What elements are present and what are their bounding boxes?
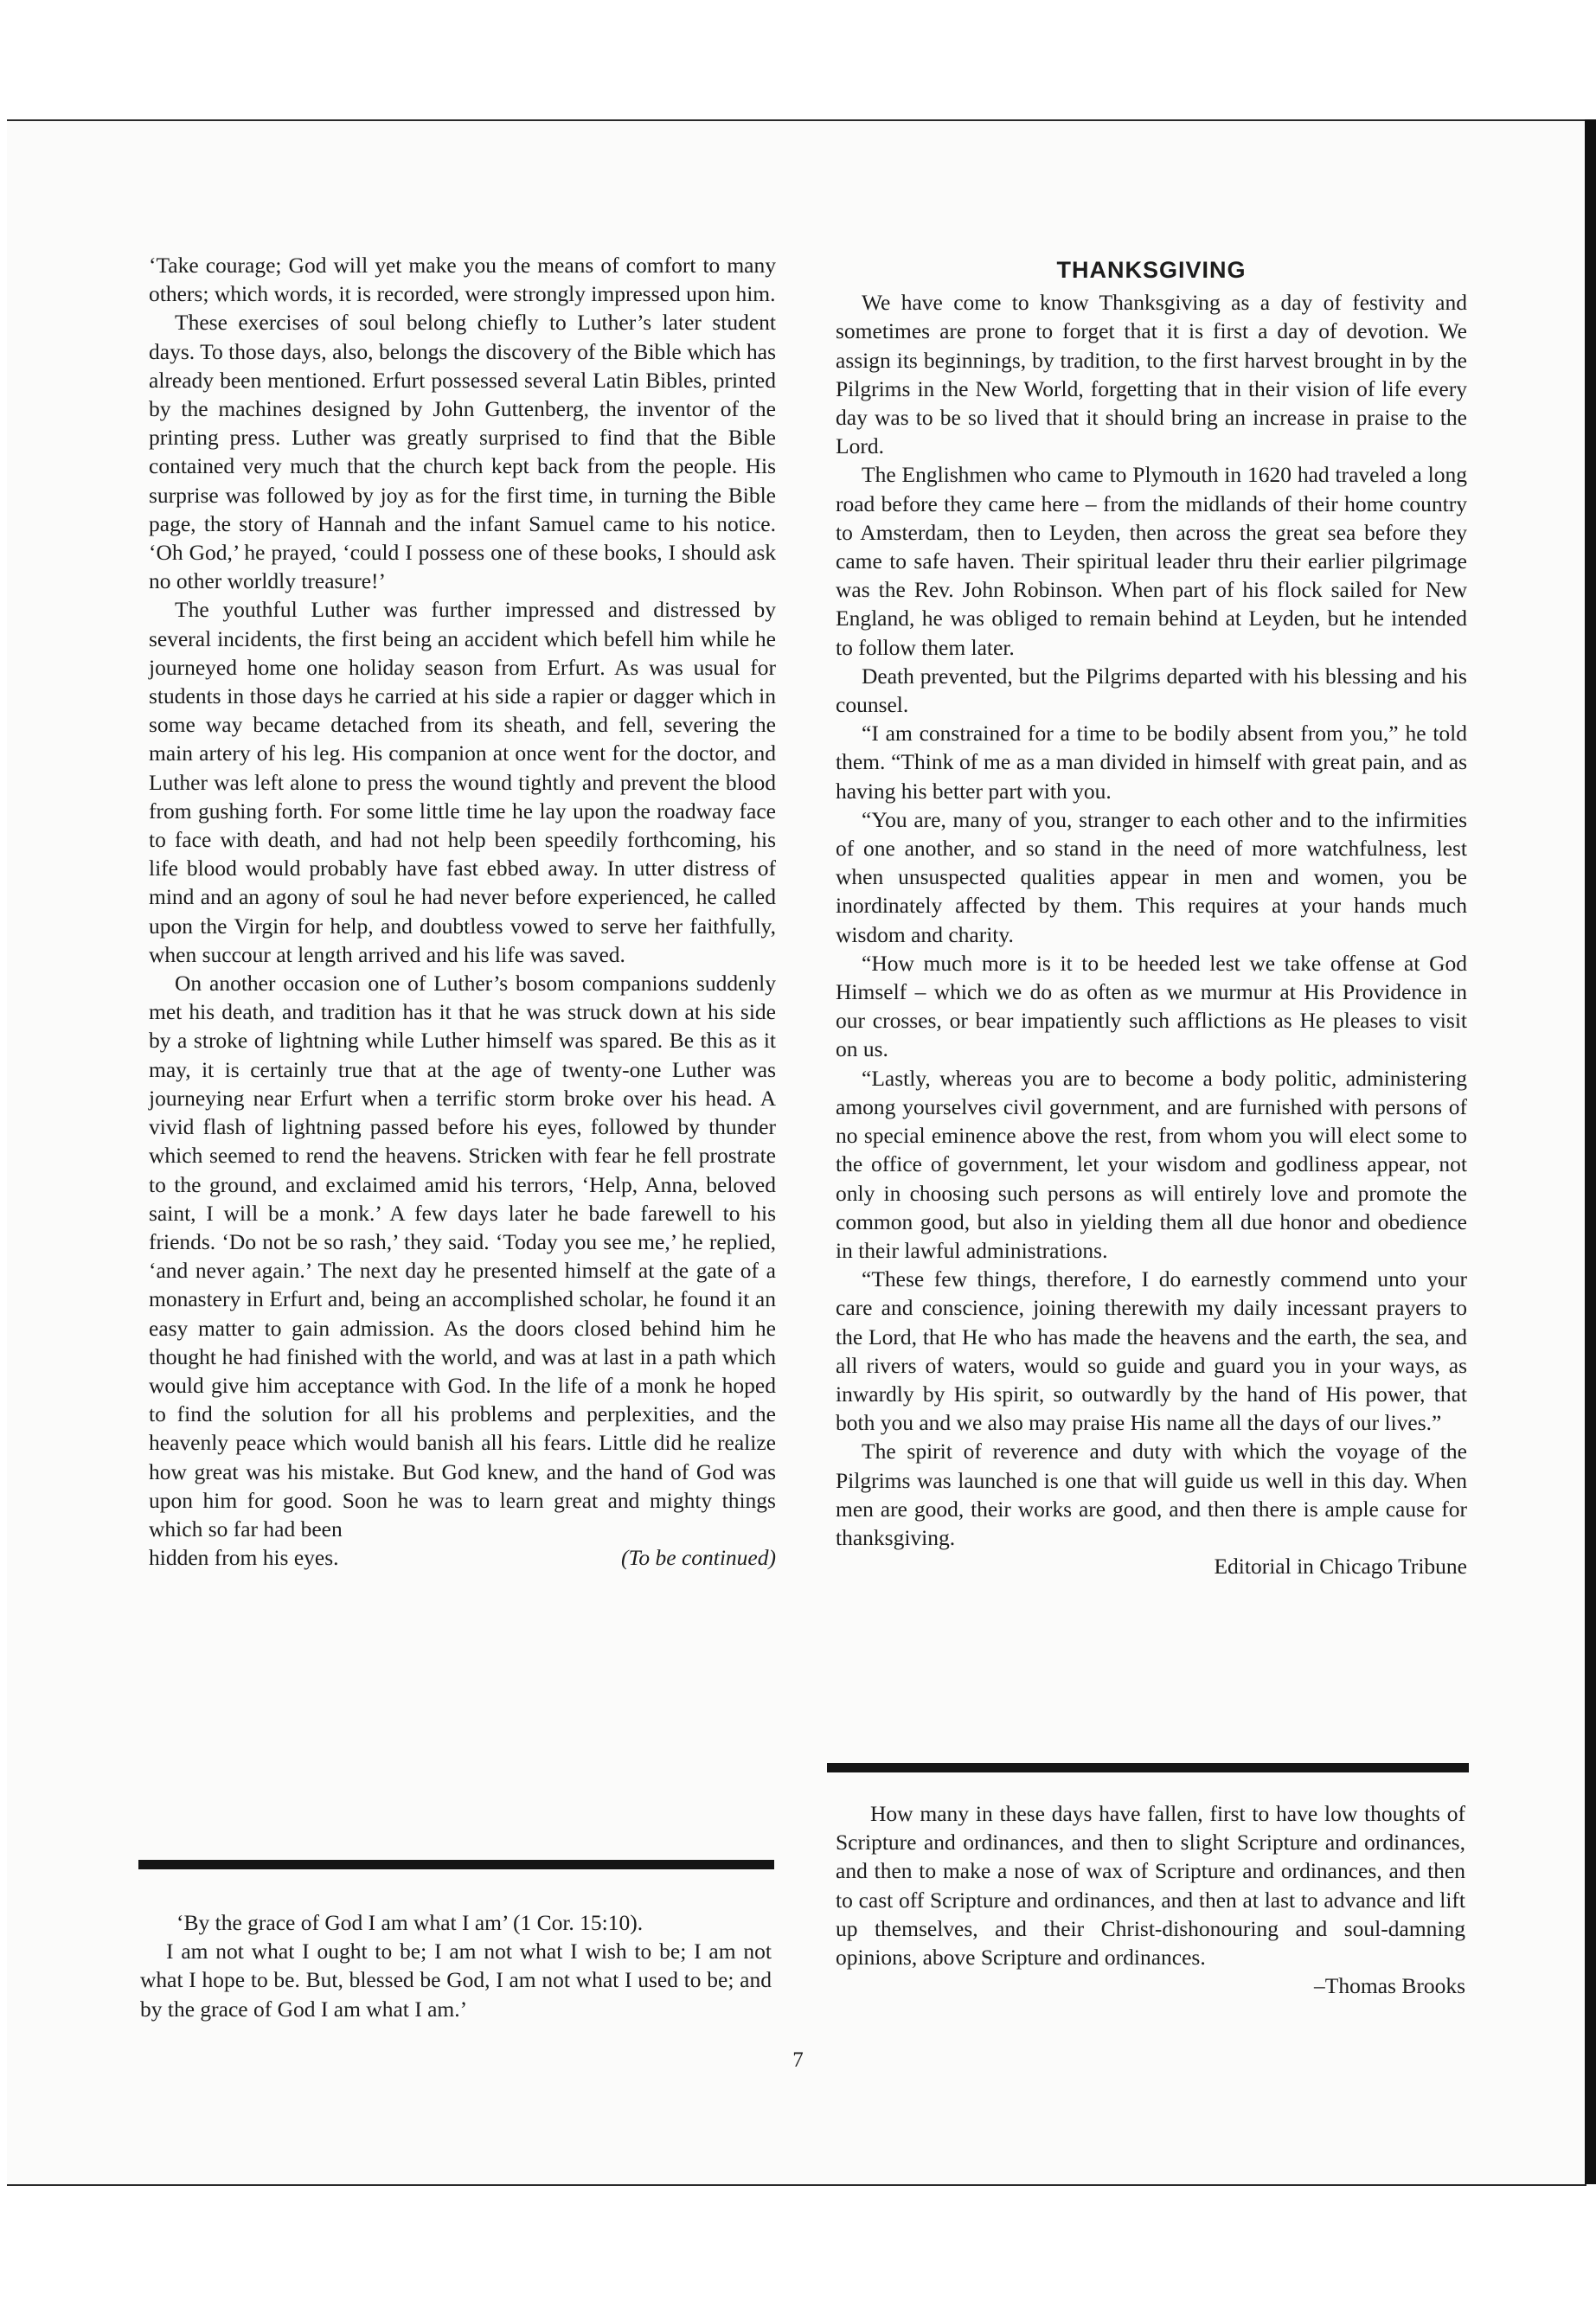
brooks-author: –Thomas Brooks [1314,1973,1465,1999]
article-paragraph: The Englishmen who came to Plymouth in 1620 had traveled a long road before they came here – from the midlands of their home country to Amsterdam, then to Leyden, then across the great sea before they came to safe haven. Their spiritual leader thru their earlier pilgrimage was the Rev. John Robinson. When part of his flock sailed for New England, he was obliged to remain behind at Leyden, but he intended to follow them later. [836,462,1467,660]
grace-verse: ‘By the grace of God I am what I am’ (1 Cor. 15:10). [176,1910,644,1935]
article-paragraph: “I am constrained for a time to be bodily absent from you,” he told them. “Think of me as a man divided in himself with great pain, and as having his better part with you. [836,721,1467,804]
article-paragraph: “These few things, therefore, I do earnestly commend unto your care and conscience, joining therewith my daily incessant prayers to the Lord, that He who has made the heavens and the earth, the sea, and all rivers of waters, would so guide and guard you in your ways, as inwardly by His spirit, so outwardly by the hand of His power, that both you and we also may praise His name all the days of our lives.” [836,1266,1467,1436]
article-last-line [149,1543,776,1572]
thanksgiving-article [836,251,1467,1580]
article-paragraph: The youthful Luther was further impressed and distressed by several incidents, the first being an accident which befell him while he journeyed home one holiday season from Erfurt. As was usual for students in those days he carried at his side a rapier or dagger which in some way became detached from its sheath, and fell, severing the main artery of his leg. His companion at once went for the doctor, and Luther was left alone to press the wound tightly and prevent the blood from gushing forth. For some little time he lay upon the roadway face to face with death, and had not help been speedily forthcoming, his life blood would probably have fast ebbed away. In utter distress of mind and an agony of soul he had never before experienced, he called upon the Virgin for help, and doubtless vowed to serve her faithfully, when succour at length arrived and his life was saved. [149,597,776,967]
article-paragraph: “You are, many of you, stranger to each other and to the infirmities of one another, and so stand in the need of more watchfulness, lest when unsuspected qualities appear in men and women, you be inordinately affected by them. This requires at your hands much wisdom and charity. [836,806,1467,947]
brooks-quote [836,1799,1465,2000]
continued-note: (To be continued) [621,1545,776,1571]
article-paragraph: “How much more is it to be heeded lest we take offense at God Himself – which we do as often as we murmur at His Providence in our crosses, or bear impatiently such afflictions as He pleases to visit on us. [836,950,1467,1062]
grace-quote [140,1908,772,2023]
scan-edge [1585,119,1596,2184]
article-paragraph: We have come to know Thanksgiving as a day of festivity and sometimes are prone to forget that it is first a day of devotion. We assign its beginnings, by tradition, to the first harvest brought in by the Pilgrims in the New World, forgetting that in their vision of life every day was to be so lived that it should bring an increase in praise to the Lord. [836,290,1467,459]
brooks-text: How many in these days have fallen, first to have low thoughts of Scripture and ordinances, and then to slight Scripture and ordinances, and then to make a nose of wax of Scripture and ordinances, and then to cast off Scripture and ordinances, and then at last to advance and lift up themselves, and their Christ-dishonouring and soul-damning opinions, above Scripture and ordinances. [836,1801,1465,1971]
article-paragraph: On another occasion one of Luther’s bosom companions suddenly met his death, and tradition has it that he was struck down at his side by a stroke of lightning while Luther himself was spared. Be this as it may, it is certainly true that at the age of twenty-one Luther was journeying near Erfurt when a terrific storm broke over his head. A vivid flash of lightning passed before his eyes, followed by thunder which seemed to rend the heavens. Stricken with fear he fell prostrate to the ground, and exclaimed amid his terrors, ‘Help, Anna, beloved saint, I will be a monk.’ A few days later he bade farewell to his friends. ‘Do not be so rash,’ they said. ‘Today you see me,’ he replied, ‘and never again.’ The next day he presented himself at the gate of a monastery in Erfurt and, being an accomplished scholar, he found it an easy matter to gain admission. As the doors closed behind him he thought he had finished with the world, and was at last in a path which would give him acceptance with God. In the life of a monk he hoped to find the solution for all his problems and perplexities, and the heavenly peace which would banish all his fears. Little did he realize how great was his mistake. But God knew, and the hand of God was upon him for good. Soon he was to learn great and mighty things which so far had been [149,971,776,1541]
article-title: THANKSGIVING [1056,257,1247,283]
article-paragraph: These exercises of soul belong chiefly to Luther’s later student days. To those days, also, belongs the discovery of the Bible which has already been mentioned. Erfurt possessed several Latin Bibles, printed by the machines designed by John Guttenberg, the inventor of the printing press. Luther was greatly surprised to find that the Bible contained very much that the church kept back from the people. His surprise was followed by joy as for the first time, in turning the Bible page, the story of Hannah and the infant Samuel came to his notice. ‘Oh God,’ he prayed, ‘could I possess one of these books, I should ask no other worldly treasure!’ [149,310,776,594]
article-paragraph: “Lastly, whereas you are to become a body politic, administering among yourselves civil government, and are furnished with persons of no special eminence above the rest, from whom you will elect some to the office of government, let your wisdom and godliness appear, not only in choosing such persons as will entirely love and promote the common good, but also in yielding them all due honor and obedience in their lawful administrations. [836,1065,1467,1263]
divider-rule [138,1860,774,1869]
page-number: 7 [792,2048,804,2072]
grace-text: I am not what I ought to be; I am not what I wish to be; I am not what I hope to be. But, blessed be God, I am not what I used to be; and by the grace of God I am what I am.’ [140,1939,772,2022]
divider-rule [827,1763,1469,1772]
article-paragraph: ‘Take courage; God will yet make you the means of comfort to many others; which words, it is recorded, were strongly impressed upon him. [149,253,776,307]
article-paragraph: The spirit of reverence and duty with which the voyage of the Pilgrims was launched is one that will guide us well in this day. When men are good, their works are good, and then there is ample cause for thanksgiving. [836,1439,1467,1550]
article-attribution: Editorial in Chicago Tribune [1214,1554,1467,1580]
article-paragraph: Death prevented, but the Pilgrims departed with his blessing and his counsel. [836,663,1467,718]
luther-article [149,251,776,1572]
article-closing-text: hidden from his eyes. [149,1545,339,1571]
